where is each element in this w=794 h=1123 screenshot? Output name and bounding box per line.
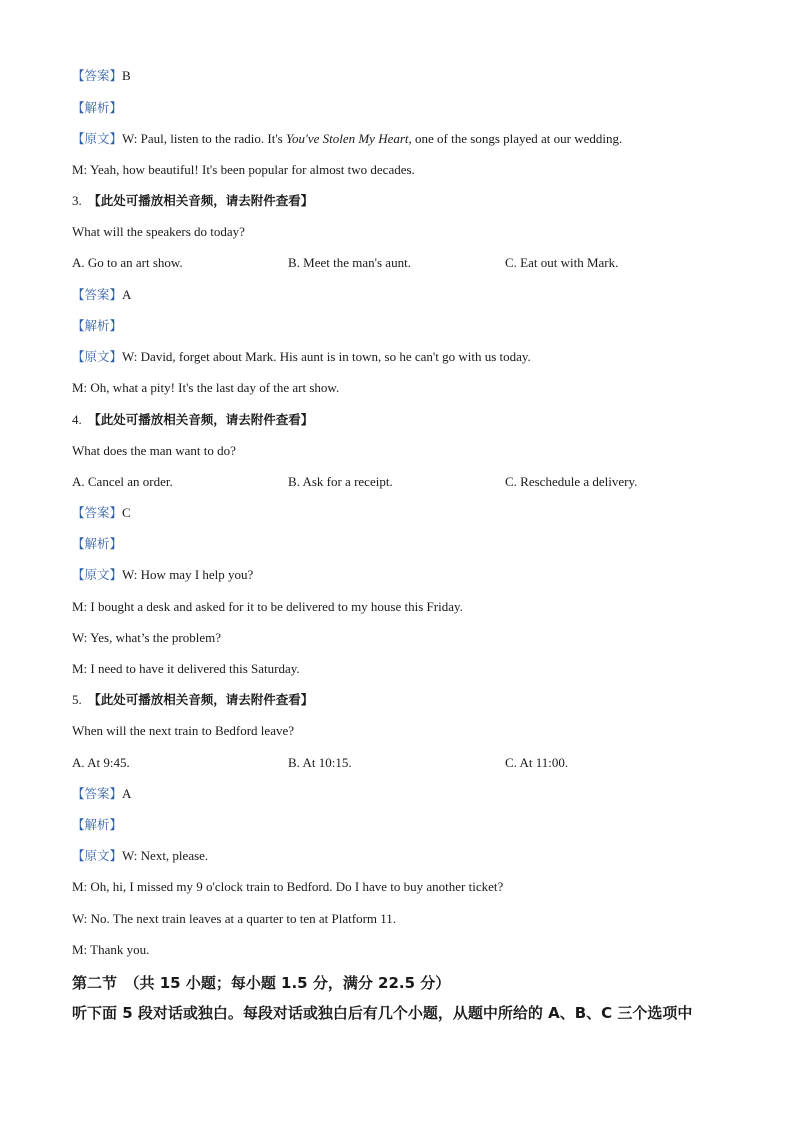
original-text: W: David, forget about Mark. His aunt is in town, so he can't go with us today.: [122, 349, 531, 364]
option-a: A. Go to an art show.: [72, 255, 183, 270]
original-line-q3: [72, 349, 531, 365]
original-line-q4: [72, 567, 253, 583]
original-text: W: How may I help you?: [122, 567, 254, 582]
question-number: 3.: [72, 193, 82, 208]
dialogue-line: M: I need to have it delivered this Saturday.: [72, 661, 300, 676]
analysis-tag: 【解析】: [72, 817, 123, 832]
answer-value: A: [122, 786, 132, 801]
option-b: B. At 10:15.: [288, 755, 352, 770]
analysis-line-q5: [72, 817, 122, 833]
audio-note: 【此处可播放相关音频，请去附件查看】: [88, 193, 314, 208]
original-line-q5: [72, 848, 208, 864]
question-header-q4: [72, 412, 313, 428]
section-instruction: 听下面 5 段对话或独白。每段对话或独白后有几个小题，从题中所给的 A、B、C 三个选项中: [72, 1004, 693, 1022]
analysis-tag: 【解析】: [72, 318, 123, 333]
analysis-line-q2: [72, 100, 122, 116]
section-heading: 第二节 （共 15 小题；每小题 1.5 分，满分 22.5 分）: [72, 974, 451, 992]
audio-note: 【此处可播放相关音频，请去附件查看】: [88, 692, 314, 707]
answer-line-q5: [72, 786, 131, 802]
question-header-q3: [72, 193, 313, 209]
option-a: A. At 9:45.: [72, 755, 130, 770]
option-c: C. Reschedule a delivery.: [505, 474, 638, 489]
dialogue-line: M: Yeah, how beautiful! It's been popular for almost two decades.: [72, 162, 415, 177]
question-text: What does the man want to do?: [72, 443, 236, 458]
answer-value: A: [122, 287, 132, 302]
question-text: What will the speakers do today?: [72, 224, 245, 239]
question-text: When will the next train to Bedford leave?: [72, 723, 295, 738]
answer-line-q3: [72, 287, 131, 303]
answer-tag: 【答案】: [72, 287, 123, 302]
option-c: C. At 11:00.: [505, 755, 569, 770]
analysis-line-q3: [72, 318, 122, 334]
answer-tag: 【答案】: [72, 505, 123, 520]
option-b: B. Ask for a receipt.: [288, 474, 393, 489]
audio-note: 【此处可播放相关音频，请去附件查看】: [88, 412, 314, 427]
answer-line-q4: [72, 505, 131, 521]
original-tag: 【原文】: [72, 567, 123, 582]
answer-tag: 【答案】: [72, 68, 123, 83]
dialogue-line: M: Oh, what a pity! It's the last day of the art show.: [72, 380, 340, 395]
original-text: W: Paul, listen to the radio. It's: [122, 131, 286, 146]
dialogue-line: M: Thank you.: [72, 942, 150, 957]
original-text: W: Next, please.: [122, 848, 209, 863]
dialogue-line: W: Yes, what’s the problem?: [72, 630, 221, 645]
answer-value: C: [122, 505, 131, 520]
answer-value: B: [122, 68, 131, 83]
option-c: C. Eat out with Mark.: [505, 255, 619, 270]
original-tag: 【原文】: [72, 131, 123, 146]
original-line-q2: [72, 131, 622, 147]
original-text-end: , one of the songs played at our wedding.: [408, 131, 623, 146]
question-number: 5.: [72, 692, 82, 707]
option-b: B. Meet the man's aunt.: [288, 255, 411, 270]
original-tag: 【原文】: [72, 848, 123, 863]
analysis-line-q4: [72, 536, 122, 552]
question-header-q5: [72, 692, 313, 708]
option-a: A. Cancel an order.: [72, 474, 173, 489]
question-number: 4.: [72, 412, 82, 427]
original-tag: 【原文】: [72, 349, 123, 364]
dialogue-line: W: No. The next train leaves at a quarter to ten at Platform 11.: [72, 911, 397, 926]
analysis-tag: 【解析】: [72, 536, 123, 551]
analysis-tag: 【解析】: [72, 100, 123, 115]
dialogue-line: M: Oh, hi, I missed my 9 o'clock train to Bedford. Do I have to buy another ticket?: [72, 879, 504, 894]
song-title: You've Stolen My Heart: [286, 131, 409, 146]
answer-tag: 【答案】: [72, 786, 123, 801]
dialogue-line: M: I bought a desk and asked for it to be delivered to my house this Friday.: [72, 599, 463, 614]
answer-line-q2: [72, 68, 131, 84]
